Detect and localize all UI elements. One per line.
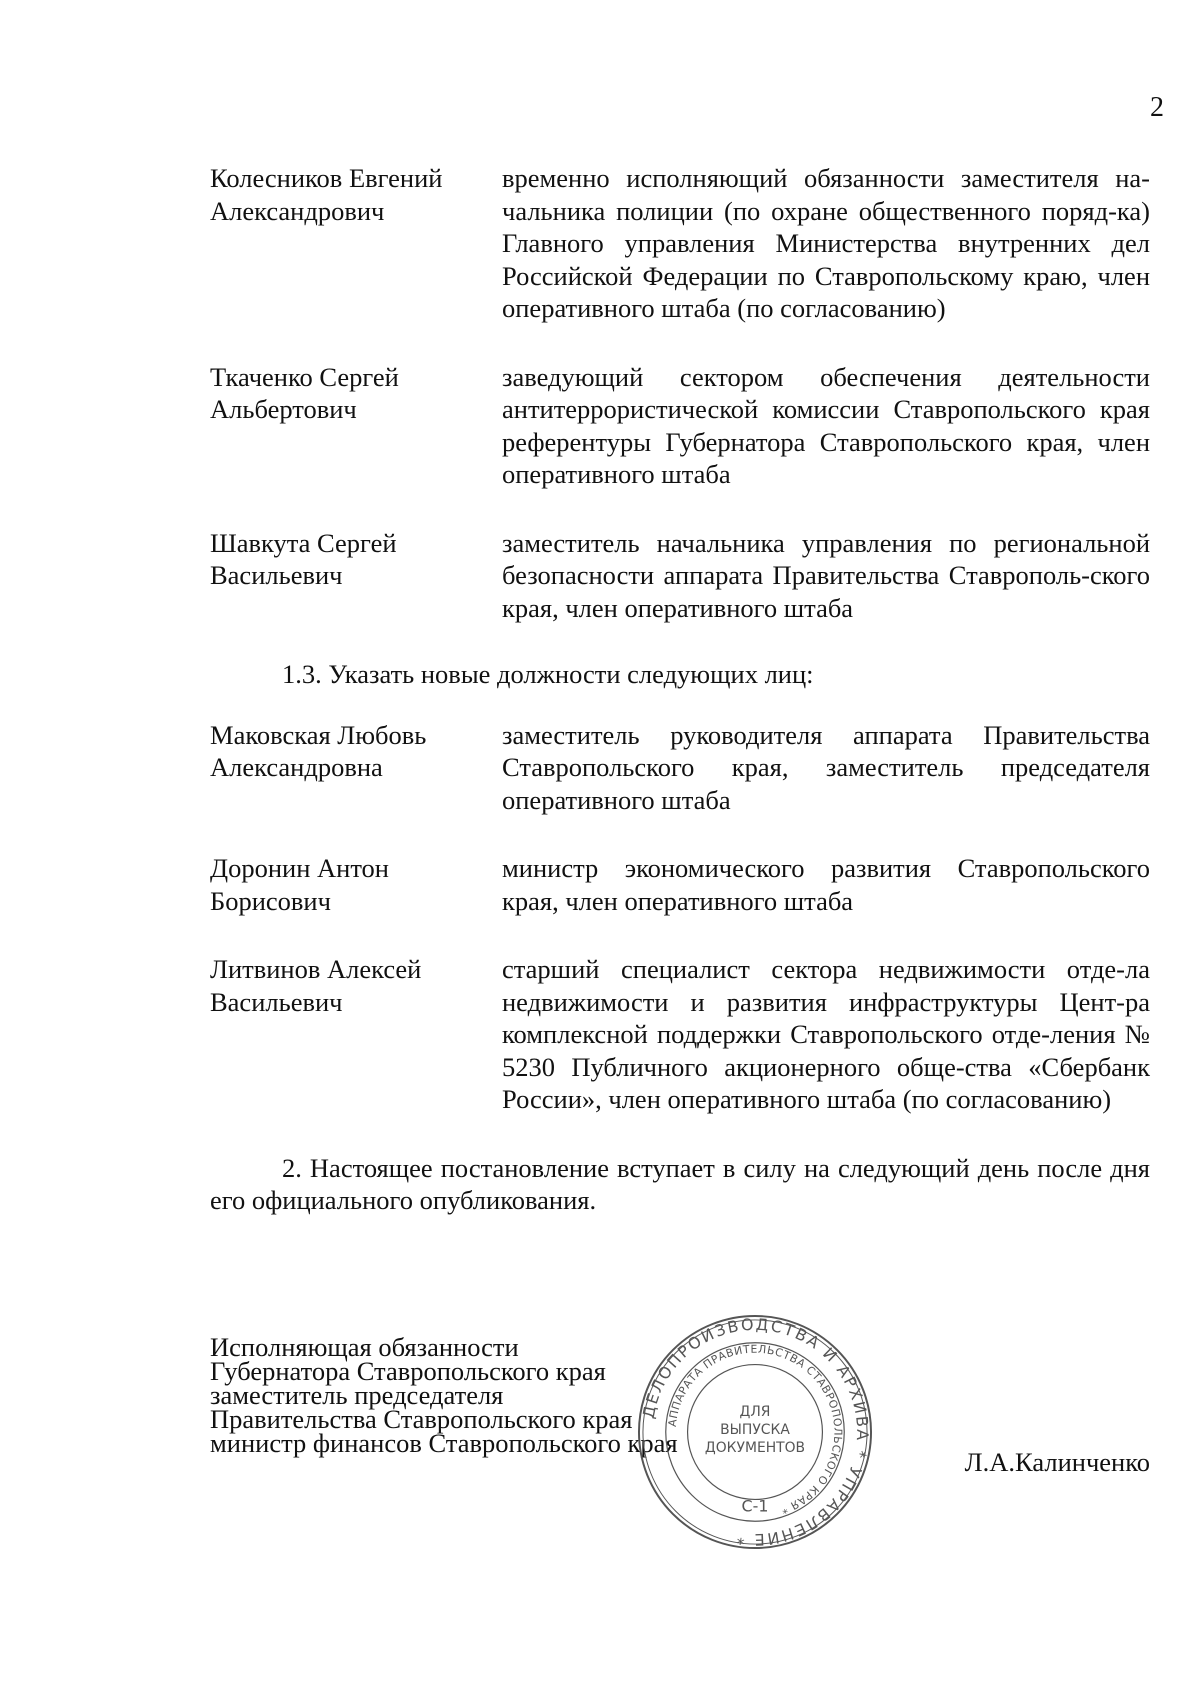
person-role: старший специалист сектора недвижимости отде-ла недвижимости и развития инфраструктуры Цент-ра комплексной поддержки Ставропольского отде-ления № 5230 Публичного акционерного обще-ства «Сбербанк России», член оперативного штаба (по согласованию) (502, 954, 1150, 1114)
personnel-entry (210, 361, 1150, 491)
seal-code: С-1 (741, 1496, 769, 1516)
personnel-entry (210, 719, 1150, 817)
seal-inner-text: АППАРАТА ПРАВИТЕЛЬСТВА СТАВРОПОЛЬСКОГО КРАЯ * (665, 1342, 845, 1517)
person-name: Шавкута Сергей Васильевич (210, 527, 397, 590)
person-name: Ткаченко Сергей Альбертович (210, 361, 399, 424)
signer-title: Исполняющая обязанности Губернатора Ставропольского края заместитель председателя Правительства Ставропольского края министр финансов Ставропольского края (210, 1332, 678, 1458)
document-body (210, 162, 1150, 1217)
person-name: Маковская Любовь Александровна (210, 719, 427, 782)
person-role: заместитель руководителя аппарата Правительства Ставропольского края, заместитель председателя оперативного штаба (502, 719, 1150, 815)
personnel-entry (210, 852, 1150, 917)
official-seal-stamp (636, 1313, 874, 1551)
seal-graphic (636, 1313, 874, 1551)
seal-outer-text: ДЕЛОПРОИЗВОДСТВА И АРХИВА * УПРАВЛЕНИЕ * (638, 1314, 873, 1550)
seal-center-line: ВЫПУСКА (720, 1421, 790, 1438)
person-role: временно исполняющий обязанности заместителя на-чальника полиции (по охране общественного поряд-ка) Главного управления Министерства внутренних дел Российской Федерации по Ставропольскому краю, член оперативного штаба (по согласованию) (502, 163, 1150, 323)
personnel-entry (210, 527, 1150, 625)
signer-name: Л.А.Калинченко (964, 1447, 1150, 1477)
person-role: заместитель начальника управления по региональной безопасности аппарата Правительства Ставрополь-ского края, член оперативного штаба (502, 527, 1150, 623)
seal-center-line: ДЛЯ (739, 1404, 771, 1421)
effective-date-paragraph: 2. Настоящее постановление вступает в силу на следующий день после дня его официального опубликования. (210, 1152, 1150, 1215)
person-name: Литвинов Алексей Васильевич (210, 954, 422, 1017)
section-heading: 1.3. Указать новые должности следующих лиц: (282, 659, 814, 689)
personnel-entry (210, 162, 1150, 325)
person-name: Колесников Евгений Александрович (210, 163, 443, 226)
personnel-entry (210, 953, 1150, 1116)
person-name: Доронин Антон Борисович (210, 853, 389, 916)
person-role: министр экономического развития Ставропольского края, член оперативного штаба (502, 853, 1150, 916)
person-role: заведующий сектором обеспечения деятельности антитеррористической комиссии Ставропольского края референтуры Губернатора Ставропольского края, член оперативного штаба (502, 361, 1150, 489)
page-number: 2 (1150, 92, 1164, 123)
seal-center-line: ДОКУМЕНТОВ (704, 1439, 806, 1456)
